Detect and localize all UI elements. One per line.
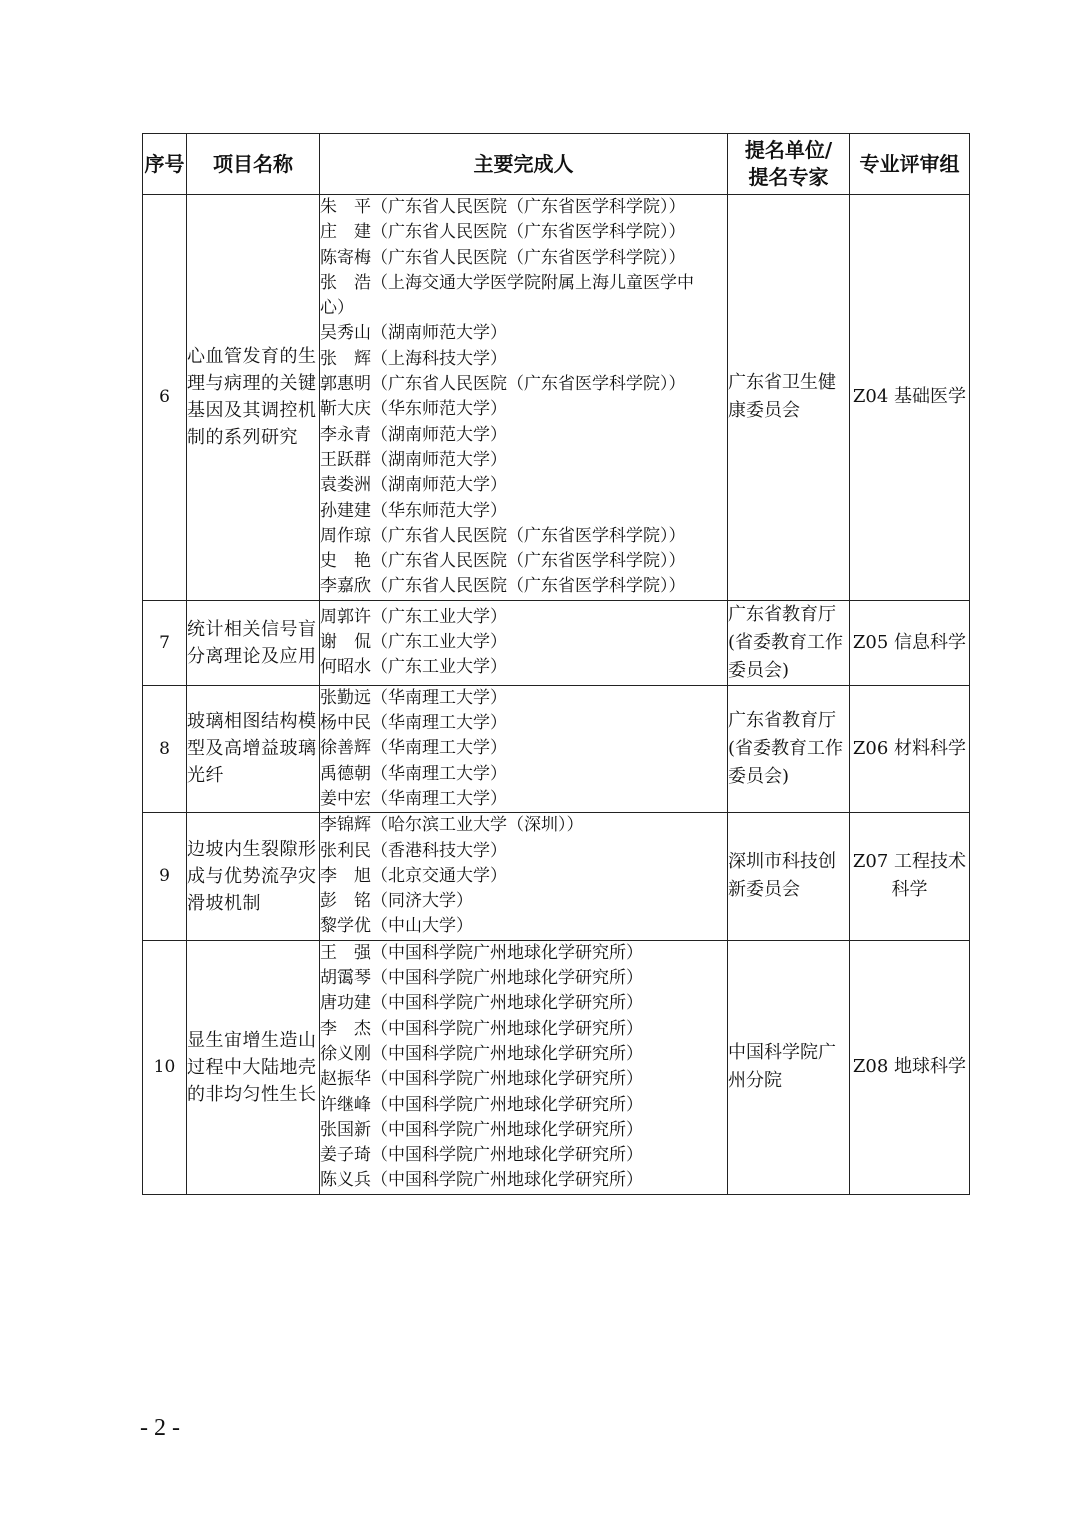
project-name-cell: 统计相关信号盲分离理论及应用 (187, 600, 320, 685)
person-entry: 姜子琦（中国科学院广州地球化学研究所） (320, 1145, 643, 1166)
person-entry: 李锦辉（哈尔滨工业大学（深圳）） (320, 815, 584, 836)
header-seq: 序号 (143, 134, 187, 195)
person-entry: 孙建建（华东师范大学） (320, 500, 507, 521)
person-entry: 庄 建（广东省人民医院（广东省医学科学院）） (320, 222, 686, 243)
nominator-cell: 广东省卫生健康委员会 (728, 195, 850, 601)
people-cell (320, 600, 728, 685)
person-entry: 李嘉欣（广东省人民医院（广东省医学科学院）） (320, 576, 686, 597)
project-name-cell: 边坡内生裂隙形成与优势流孕灾滑坡机制 (187, 813, 320, 940)
seq-cell: 9 (143, 813, 187, 940)
award-nominees-table (142, 133, 970, 1195)
nominator-cell: 广东省教育厅(省委教育工作委员会) (728, 685, 850, 812)
project-name-cell: 玻璃相图结构模型及高增益玻璃光纤 (187, 685, 320, 812)
person-entry: 吴秀山（湖南师范大学） (320, 323, 507, 344)
table-row (143, 685, 970, 812)
person-entry: 谢 侃（广东工业大学） (320, 632, 507, 653)
people-cell (320, 685, 728, 812)
person-entry: 张 浩（上海交通大学医学院附属上海儿童医学中 (320, 272, 694, 293)
project-name-cell: 心血管发育的生理与病理的关键基因及其调控机制的系列研究 (187, 195, 320, 601)
person-entry: 唐功建（中国科学院广州地球化学研究所） (320, 993, 643, 1014)
header-project: 项目名称 (187, 134, 320, 195)
person-entry: 陈寄梅（广东省人民医院（广东省医学科学院）） (320, 247, 686, 268)
person-entry: 张国新（中国科学院广州地球化学研究所） (320, 1119, 643, 1140)
person-entry: 徐义刚（中国科学院广州地球化学研究所） (320, 1043, 643, 1064)
seq-cell: 10 (143, 940, 187, 1194)
header-nominator (728, 134, 850, 195)
table-row (143, 600, 970, 685)
person-entry: 禹德朝（华南理工大学） (320, 763, 507, 784)
person-entry: 胡霭琴（中国科学院广州地球化学研究所） (320, 968, 643, 989)
person-entry: 周作琼（广东省人民医院（广东省医学科学院）） (320, 525, 686, 546)
person-entry: 赵振华（中国科学院广州地球化学研究所） (320, 1069, 643, 1090)
review-group-cell: Z05 信息科学 (850, 600, 970, 685)
person-entry: 张利民（香港科技大学） (320, 840, 507, 861)
person-entry: 何昭水（广东工业大学） (320, 657, 507, 678)
person-entry: 李 杰（中国科学院广州地球化学研究所） (320, 1018, 643, 1039)
nominator-cell: 广东省教育厅(省委教育工作委员会) (728, 600, 850, 685)
person-entry: 心） (320, 298, 354, 319)
table-row (143, 813, 970, 940)
review-group-cell: Z07 工程技术科学 (850, 813, 970, 940)
table-row (143, 195, 970, 601)
person-entry: 史 艳（广东省人民医院（广东省医学科学院）） (320, 551, 686, 572)
table-header-row (143, 134, 970, 195)
table-row (143, 940, 970, 1194)
person-entry: 徐善辉（华南理工大学） (320, 738, 507, 759)
person-entry: 李 旭（北京交通大学） (320, 865, 507, 886)
review-group-cell: Z06 材料科学 (850, 685, 970, 812)
seq-cell: 6 (143, 195, 187, 601)
person-entry: 王跃群（湖南师范大学） (320, 449, 507, 470)
person-entry: 姜中宏（华南理工大学） (320, 788, 507, 809)
header-group: 专业评审组 (850, 134, 970, 195)
review-group-cell: Z08 地球科学 (850, 940, 970, 1194)
review-group-cell: Z04 基础医学 (850, 195, 970, 601)
project-name-cell: 显生宙增生造山过程中大陆地壳的非均匀性生长 (187, 940, 320, 1194)
people-cell (320, 195, 728, 601)
seq-cell: 7 (143, 600, 187, 685)
header-nominator-line2: 提名专家 (748, 165, 829, 189)
person-entry: 张 辉（上海科技大学） (320, 348, 507, 369)
person-entry: 彭 铭（同济大学） (320, 891, 473, 912)
person-entry: 张勤远（华南理工大学） (320, 687, 507, 708)
page-number: - 2 - (140, 1415, 180, 1441)
person-entry: 袁娄洲（湖南师范大学） (320, 475, 507, 496)
person-entry: 靳大庆（华东师范大学） (320, 399, 507, 420)
header-nominator-line1: 提名单位/ (744, 138, 833, 162)
people-cell (320, 813, 728, 940)
person-entry: 郭惠明（广东省人民医院（广东省医学科学院）） (320, 374, 686, 395)
seq-cell: 8 (143, 685, 187, 812)
person-entry: 朱 平（广东省人民医院（广东省医学科学院）） (320, 197, 686, 217)
nominator-cell: 中国科学院广州分院 (728, 940, 850, 1194)
nominator-cell: 深圳市科技创新委员会 (728, 813, 850, 940)
person-entry: 周郭许（广东工业大学） (320, 606, 507, 627)
person-entry: 李永青（湖南师范大学） (320, 424, 507, 445)
person-entry: 陈义兵（中国科学院广州地球化学研究所） (320, 1170, 643, 1191)
table-body (143, 195, 970, 1195)
people-cell (320, 940, 728, 1194)
person-entry: 王 强（中国科学院广州地球化学研究所） (320, 942, 643, 963)
person-entry: 黎学优（中山大学） (320, 916, 473, 937)
header-people: 主要完成人 (320, 134, 728, 195)
person-entry: 许继峰（中国科学院广州地球化学研究所） (320, 1094, 643, 1115)
person-entry: 杨中民（华南理工大学） (320, 713, 507, 734)
